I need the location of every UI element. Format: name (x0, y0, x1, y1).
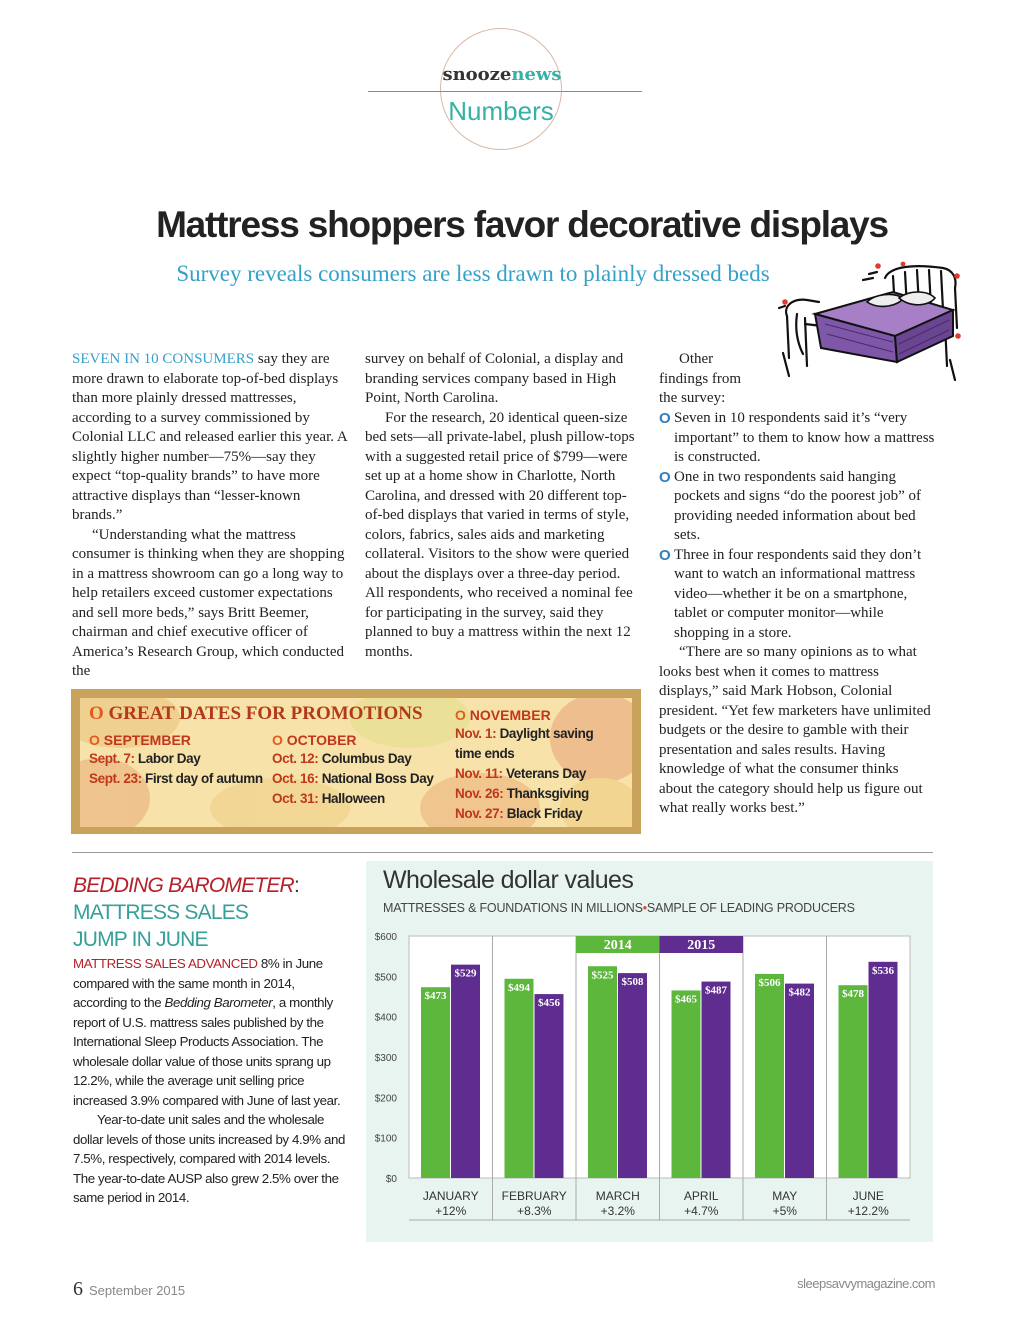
promo-date: Nov. 11: Veterans Day (455, 766, 586, 781)
article-column-3 (659, 409, 935, 819)
change-label: +5% (772, 1204, 797, 1218)
brand-logo: snoozenews (442, 64, 562, 85)
bar-2014-april (672, 990, 701, 1178)
x-tick-label: MARCH (595, 1189, 640, 1203)
data-label: $456 (538, 997, 560, 1010)
x-tick-label: APRIL (683, 1189, 719, 1203)
wholesale-bar-chart (366, 930, 933, 1230)
paragraph: MATTRESS SALES ADVANCED 8% in June compared with the same month in 2014, according to the Bedding Barometer, a monthly report of U.S. mattress sales published by the International Sleep Products Association. The wholesale dollar value of those units sprang up 12.2%, while the average unit selling price increased 3.9% compared with June of last year. (73, 956, 341, 1108)
change-label: +8.3% (517, 1204, 552, 1218)
data-label: $506 (758, 976, 781, 989)
bullet-icon: O (89, 703, 104, 724)
promo-date: Oct. 12: Columbus Day (272, 751, 412, 766)
data-label: $494 (508, 981, 530, 994)
barometer-body (73, 954, 351, 1208)
bar-2014-march (588, 966, 617, 1178)
x-tick-label: FEBRUARY (501, 1189, 567, 1203)
section-divider (72, 852, 933, 853)
finding-item: O Seven in 10 respondents said it’s “very important” to them to know how a mattress is constructed. (659, 409, 935, 468)
bed-illustration (775, 258, 970, 388)
paragraph: say they are more drawn to elaborate top-of-bed displays than more plainly dressed mattresses, according to a survey commissioned by Colonial LLC and released earlier this year. A slightly higher number—75%—say they expect “top-quality brands” to have more attractive displays than “lesser-known brands.” (72, 351, 347, 523)
bar-2015-february (535, 994, 564, 1178)
section-title: Numbers (448, 96, 554, 126)
finding-item: O Three in four respondents said they don’t want to watch an informational mattress video—whether it be on a smartphone, tablet or computer monitor—while shopping in a store. (659, 546, 935, 644)
change-label: +12.2% (847, 1204, 889, 1218)
x-tick-label: MAY (772, 1189, 798, 1203)
promo-date: Oct. 31: Halloween (272, 791, 385, 806)
header-rule (368, 91, 642, 92)
data-label: $465 (675, 993, 697, 1006)
paragraph: Year-to-date unit sales and the wholesale dollar levels of those units increased by 4.9% and 7.5%, respectively, compared with 2014 levels. The year-to-date AUSP also grew 2.5% over the same period in 2014. (73, 1112, 345, 1205)
section-emblem-circle (440, 28, 562, 150)
x-tick-label: JUNE (852, 1189, 884, 1203)
promo-october (272, 732, 452, 809)
article-column-1 (72, 350, 347, 682)
bar-2015-march (618, 973, 647, 1178)
bar-2014-january (421, 987, 450, 1178)
issue-date: September 2015 (89, 1283, 186, 1298)
chart-title: Wholesale dollar values (383, 866, 634, 894)
x-tick-label: JANUARY (422, 1189, 479, 1203)
data-label: $487 (705, 984, 727, 997)
legend-label-2014: 2014 (603, 938, 632, 953)
y-tick-label: $500 (374, 972, 397, 984)
site-url: sleepsavvymagazine.com (797, 1276, 935, 1291)
change-label: +4.7% (684, 1204, 719, 1218)
y-tick-label: $300 (374, 1053, 397, 1064)
bar-2015-may (785, 984, 814, 1178)
data-label: $482 (788, 986, 811, 999)
data-label: $508 (621, 976, 644, 989)
subhead: Survey reveals consumers are less drawn to plainly dressed beds (176, 261, 770, 286)
promo-date: Sept. 23: First day of autumn (89, 771, 263, 786)
bar-2015-june (869, 962, 898, 1178)
data-label: $478 (842, 988, 864, 1001)
y-tick-label: $100 (374, 1133, 397, 1145)
promo-date: Sept. 7: Labor Day (89, 751, 201, 766)
y-tick-label: $600 (374, 932, 397, 943)
barometer-title: BEDDING BAROMETER: MATTRESS SALES JUMP IN JUNE (73, 874, 299, 951)
article-column-2 (365, 350, 642, 662)
change-label: +12% (435, 1204, 467, 1218)
bar-2015-april (702, 982, 731, 1178)
data-label: $525 (591, 969, 614, 982)
finding-item: O One in two respondents said hanging pockets and signs “do the poorest job” of providing needed information about bed sets. (659, 468, 935, 546)
promo-date: Nov. 27: Black Friday (455, 806, 583, 821)
paragraph: For the research, 20 identical queen-size bed sets—all private-label, plush pillow-tops with a suggested retail price of $799—were set up at a home show in Charlotte, North Carolina, and dressed with 20 different top-of-bed displays that varied in terms of style, colors, fabrics, sales aids and marketing collateral. Visitors to the show were queried about the displays over a three-day period. All respondents, who received a nominal fee for participating in the survey, said they planned to buy a mattress within the next 12 months. (365, 409, 635, 660)
lead-in: SEVEN IN 10 CONSUMERS (72, 351, 255, 367)
month-label: O SEPTEMBER (89, 732, 191, 748)
page-number: 6 (73, 1278, 83, 1300)
article-column-3-intro (659, 350, 759, 409)
paragraph: survey on behalf of Colonial, a display and branding services company based in High Point, North Carolina. (365, 351, 624, 406)
promo-september (89, 732, 264, 789)
promo-title: O GREAT DATES FOR PROMOTIONS (89, 703, 423, 724)
chart-subtitle: MATTRESSES & FOUNDATIONS IN MILLIONS•SAMPLE OF LEADING PRODUCERS (383, 901, 855, 915)
data-label: $473 (424, 990, 447, 1003)
bar-2014-june (839, 985, 868, 1178)
promo-date: Nov. 1: Daylight saving time ends (455, 726, 594, 761)
bullet-icon: O (659, 410, 671, 427)
y-tick-label: $400 (374, 1012, 397, 1024)
month-label: O NOVEMBER (455, 707, 551, 723)
paragraph: “Understanding what the mattress consumer is thinking when they are shopping in a mattress showroom can go a long way to help retailers exceed customer expectations and sell more beds,” says Britt Beemer, chairman and chief executive officer of America’s Research Group, which conducted the (72, 526, 345, 679)
promo-date: Oct. 16: National Boss Day (272, 771, 434, 786)
bar-2014-may (755, 974, 784, 1178)
headline: Mattress shoppers favor decorative displays (156, 204, 888, 245)
page-footer (73, 1278, 185, 1301)
month-label: O OCTOBER (272, 732, 357, 748)
data-label: $529 (454, 967, 477, 980)
bullet-icon: O (659, 468, 671, 486)
bar-2014-february (505, 979, 534, 1178)
legend-label-2015: 2015 (687, 938, 716, 953)
y-tick-label: $200 (374, 1093, 397, 1105)
bar-2015-january (451, 965, 480, 1178)
paragraph: Other findings from the survey: (659, 351, 742, 406)
promo-date: Nov. 26: Thanksgiving (455, 786, 589, 801)
promo-november (455, 707, 605, 824)
change-label: +3.2% (600, 1204, 635, 1218)
data-label: $536 (872, 964, 894, 977)
paragraph: “There are so many opinions as to what looks best when it comes to mattress displays,” said Mark Hobson, Colonial president. “Yet few marketers have unlimited budgets or the desire to gamble with their presentation and sales results. Having knowledge of what the consumer thinks about the category should help us figure out what really works best.” (659, 644, 931, 816)
y-tick-label: $0 (385, 1174, 397, 1185)
bullet-icon: O (659, 546, 671, 564)
